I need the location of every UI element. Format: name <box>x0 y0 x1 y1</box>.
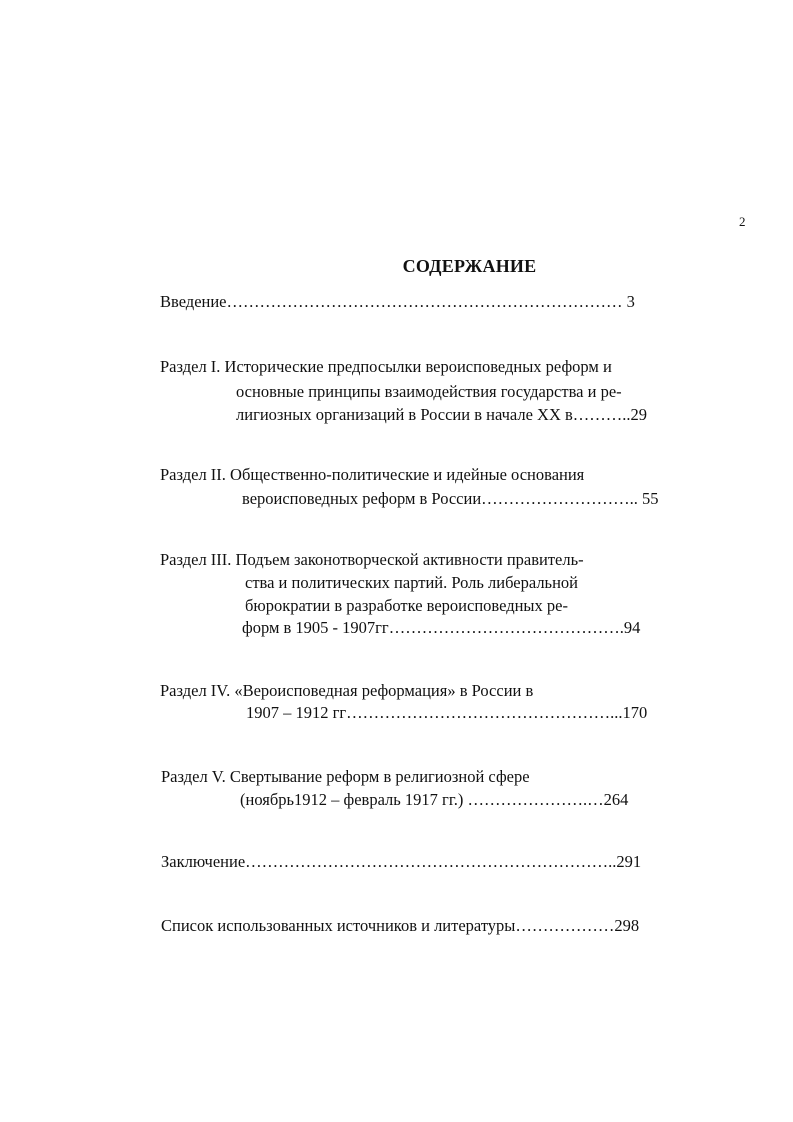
toc-entry-intro: Введение……………………………………………………………… 3 <box>160 292 635 311</box>
toc-entry-section-5-line-2: (ноябрь1912 – февраль 1917 гг.) ………………….…264 <box>240 790 629 809</box>
page-title: СОДЕРЖАНИЕ <box>402 256 537 276</box>
toc-entry-section-4-line-2: 1907 – 1912 гг…………………………………………...170 <box>246 703 648 722</box>
toc-entry-section-1-line-1: Раздел I. Исторические предпосылки вероисповедных реформ и <box>160 357 612 376</box>
toc-entry-section-3-line-3: бюрократии в разработке вероисповедных ре- <box>245 596 568 615</box>
toc-entry-section-1-line-3: лигиозных организаций в России в начале XX в………..29 <box>236 405 648 424</box>
toc-entry-section-3-line-4: форм в 1905 - 1907гг…………………………………….94 <box>242 618 641 637</box>
toc-entry-section-2-line-1: Раздел II. Общественно-политические и идейные основания <box>160 465 585 484</box>
page-number: 2 <box>739 214 746 229</box>
toc-entry-section-3-line-1: Раздел III. Подъем законотворческой активности правитель- <box>160 550 584 569</box>
toc-entry-sources: Список использованных источников и литературы………………298 <box>161 916 640 935</box>
toc-entry-section-5-line-1: Раздел V. Свертывание реформ в религиозной сфере <box>161 767 530 786</box>
toc-entry-conclusion: Заключение…………………………………………………………..291 <box>161 852 642 871</box>
toc-entry-section-1-line-2: основные принципы взаимодействия государства и ре- <box>236 382 622 401</box>
toc-entry-section-3-line-2: ства и политических партий. Роль либеральной <box>245 573 578 592</box>
toc-entry-section-2-line-2: вероисповедных реформ в России……………………….. 55 <box>242 489 659 508</box>
toc-entry-section-4-line-1: Раздел IV. «Вероисповедная реформация» в России в <box>160 681 534 700</box>
